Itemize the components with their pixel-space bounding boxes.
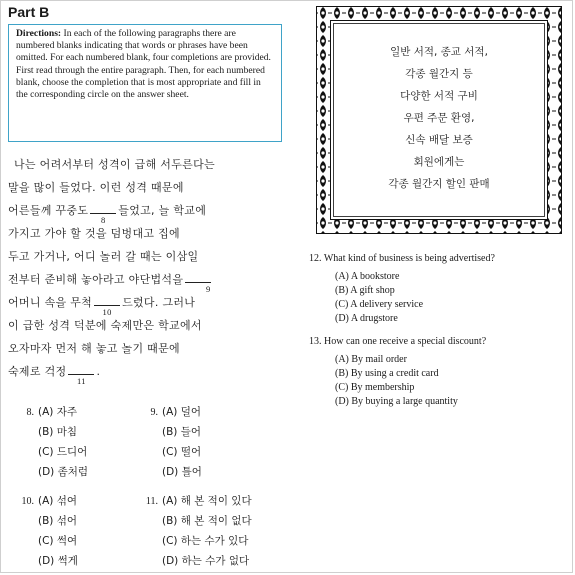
question-stem: 13. How can one receive a special discount?: [309, 336, 487, 347]
passage-line: [8, 294, 196, 317]
answer-option[interactable]: (D) 썩게: [38, 555, 78, 567]
passage-line: 두고 가거나, 어디 놀러 갈 때는 이삼일: [8, 250, 199, 263]
passage-line: 이 급한 성격 덕분에 숙제만은 학교에서: [8, 319, 202, 332]
blank-number: 8: [101, 215, 106, 225]
passage-text: 드렸다. 그러나: [122, 296, 196, 309]
question-12: [309, 253, 495, 324]
answer-choice[interactable]: (D) By buying a large quantity: [335, 396, 458, 407]
answer-option[interactable]: (D) 틀어: [162, 466, 202, 478]
ad-line: 각종 월간지 할인 판매: [388, 178, 490, 190]
answer-choice[interactable]: (C) A delivery service: [335, 299, 424, 310]
passage-line: 숙제로 걱정 11 .: [8, 365, 101, 386]
advertisement-box: [316, 6, 562, 234]
question-number: 10.: [21, 496, 34, 507]
part-title: Part B: [8, 4, 50, 20]
answer-option[interactable]: (B) 마침: [38, 426, 78, 438]
blank-9: [183, 271, 213, 294]
passage-text: 전부터 준비해 놓아라고 야단법석을: [8, 273, 184, 286]
answer-option[interactable]: (A) 해 본 적이 있다: [162, 495, 252, 507]
passage-text: 들었고, 늘 학교에: [118, 204, 207, 217]
question-stem: 12. What kind of business is being advertised?: [309, 253, 495, 264]
answer-option[interactable]: (A) 자주: [38, 406, 77, 418]
question-number: 11.: [145, 496, 158, 507]
ad-line: 다양한 서적 구비: [400, 90, 478, 102]
directions-text: In each of the following paragraphs there are numbered blanks indicating that words or phrases have been omitted. For each numbered blank, four completions are provided. First read through the entire paragraph. Then, for each numbered blank, choose the completion that is most appropriate and fill in the corresponding circle on the answer sheet.: [16, 28, 271, 101]
passage-line: [8, 202, 207, 225]
passage-line: 말을 많이 들었다. 이런 성격 때문에: [8, 181, 184, 194]
blank-10: [92, 294, 122, 317]
passage-line: [8, 271, 213, 294]
answer-option[interactable]: (B) 해 본 적이 없다: [162, 515, 252, 527]
blank-11: [66, 363, 96, 386]
blank-8: [88, 202, 118, 225]
ad-line: 회원에게는: [413, 156, 465, 168]
passage-text: 숙제로 걱정: [8, 365, 67, 378]
ad-line: 일반 서적, 종교 서적,: [390, 46, 488, 58]
answer-choice[interactable]: (B) A gift shop: [335, 285, 395, 296]
answer-option[interactable]: (B) 섞어: [38, 515, 78, 527]
passage-text: 어머니 속을 무척: [8, 296, 93, 309]
blank-number: 11: [77, 376, 86, 386]
passage-line: 나는 어려서부터 성격이 급해 서두른다는: [14, 158, 215, 171]
ad-line: 우편 주문 환영,: [403, 112, 475, 124]
answer-choice[interactable]: (A) By mail order: [335, 354, 407, 365]
answer-option[interactable]: (D) 하는 수가 없다: [162, 555, 250, 567]
answer-choice[interactable]: (D) A drugstore: [335, 313, 398, 324]
answer-option[interactable]: (C) 하는 수가 있다: [162, 535, 249, 547]
answer-choice[interactable]: (B) By using a credit card: [335, 368, 439, 379]
ad-line: 신속 배달 보증: [405, 134, 473, 146]
answer-option[interactable]: (C) 썩여: [38, 535, 78, 547]
directions-label: Directions:: [16, 28, 62, 39]
ad-line: 각종 월간지 등: [405, 68, 473, 80]
question-number: 9.: [150, 407, 158, 418]
blank-number: 9: [206, 284, 211, 294]
answer-option[interactable]: (C) 드디어: [38, 446, 88, 458]
answer-choice[interactable]: (A) A bookstore: [335, 271, 400, 282]
answer-option[interactable]: (A) 덜어: [162, 406, 201, 418]
answer-choice[interactable]: (C) By membership: [335, 382, 415, 393]
blank-number: 10: [102, 307, 112, 317]
answer-option[interactable]: (D) 좀처럼: [38, 466, 89, 478]
question-13: [309, 336, 487, 407]
answer-option[interactable]: (B) 들어: [162, 426, 202, 438]
answer-option[interactable]: (C) 떨어: [162, 446, 202, 458]
question-number: 8.: [26, 407, 34, 418]
passage-text: 어른들께 꾸중도: [8, 204, 89, 217]
passage-line: 가지고 가야 할 것을 덤벙대고 집에: [8, 227, 180, 240]
passage-line: 오자마자 먼저 해 놓고 놀기 때문에: [8, 342, 180, 355]
answer-option[interactable]: (A) 섞여: [38, 495, 77, 507]
directions-box: [8, 24, 282, 142]
